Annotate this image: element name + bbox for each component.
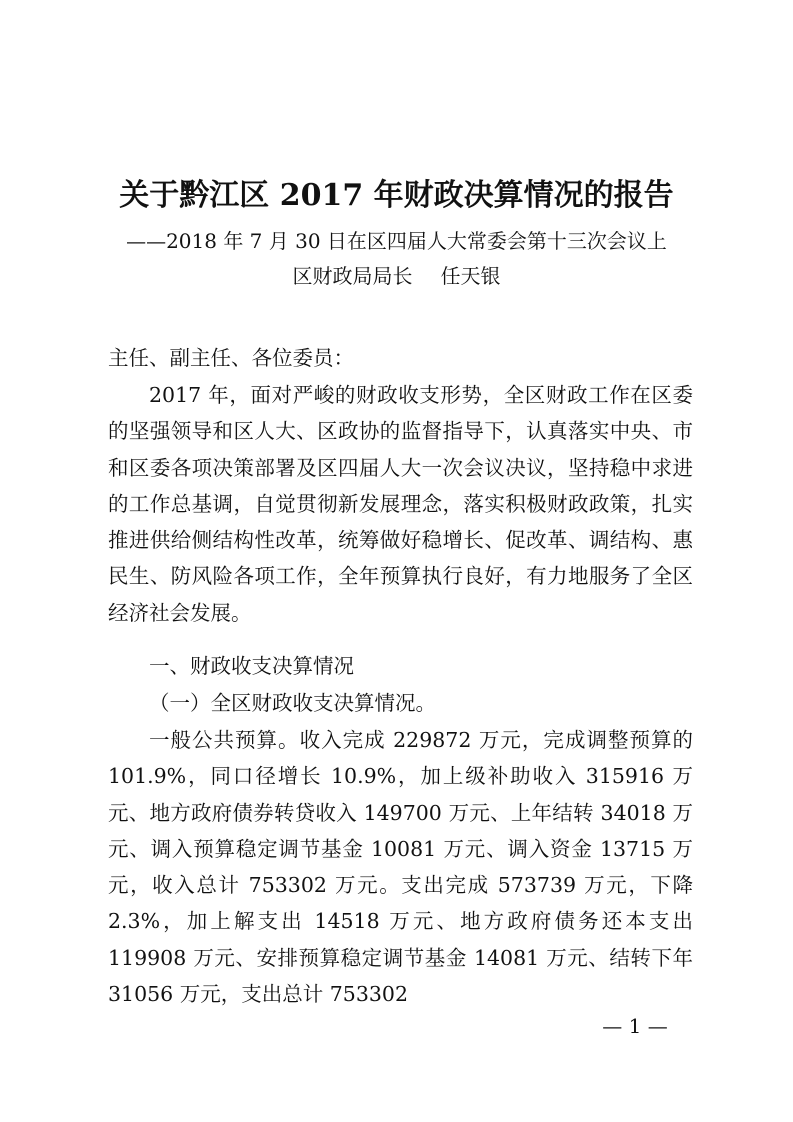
intro-paragraph: 2017 年，面对严峻的财政收支形势，全区财政工作在区委的坚强领导和区人大、区政协的监督指导下，认真落实中央、市和区委各项决策部署及区四届人大一次会议决议，坚持稳中求进的工作总基调，自觉贯彻新发展理念，落实积极财政政策，扎实推进供给侧结构性改革，统筹做好稳增长、促改革、调结构、惠民生、防风险各项工作，全年预算执行良好，有力地服务了全区经济社会发展。 <box>108 383 693 625</box>
document-title: 关于黔江区 2017 年财政决算情况的报告 <box>119 178 674 213</box>
subsection-heading: （一）全区财政收支决算情况。 <box>149 691 436 715</box>
author-name: 任天银 <box>440 264 501 288</box>
salutation: 主任、副主任、各位委员： <box>108 346 354 370</box>
budget-paragraph: 一般公共预算。收入完成 229872 万元，完成调整预算的 101.9%，同口径增长 10.9%，加上级补助收入 315916 万元、地方政府债券转贷收入 149700 万元、上年结转 34018 万元、调入预算稳定调节基金 10081 万元、调入资金 13715 万元，收入总计 753302 万元。支出完成 573739 万元，下降 2.3%，加上解支出 14518 万元、地方政府债务还本支出 119908 万元、安排预算稳定调节基金 14081 万元、结转下年 31056 万元，支出总计 753302 <box>108 728 693 1007</box>
document-subtitle: ——2018 年 7 月 30 日在区四届人大常委会第十三次会议上 <box>126 229 667 253</box>
page-number: — 1 — <box>602 1014 668 1038</box>
author-line <box>0 261 793 291</box>
author-title: 区财政局局长 <box>292 264 413 288</box>
section-heading: 一、财政收支决算情况 <box>149 654 354 678</box>
